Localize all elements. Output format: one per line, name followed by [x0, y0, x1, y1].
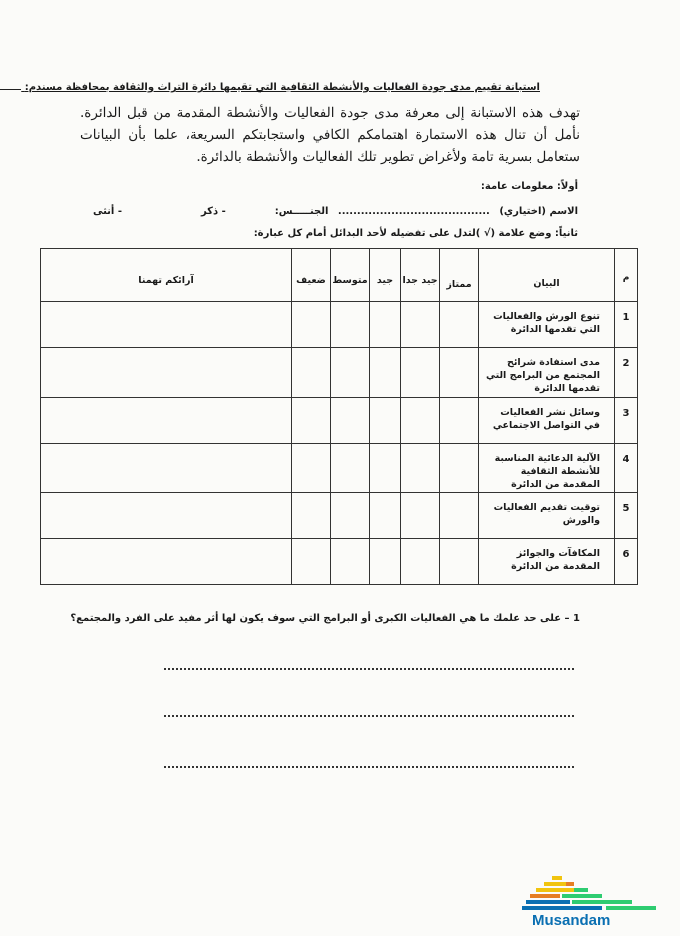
rating-cell-excellent[interactable] [440, 397, 479, 443]
form-title-text: استبانة تقييم مدى جودة الفعاليات والأنشطة الثقافية التي تقيمها دائرة التراث والثقافة بمحافظة مسندم: [24, 82, 540, 93]
table-row [41, 443, 638, 492]
rating-cell-average[interactable] [331, 538, 370, 584]
question-1: 1 – على حد علمك ما هي الفعاليات الكبرى أو البرامج التي سوف يكون لها أثر مفيد على الفرد والمجتمع؟ [70, 613, 580, 624]
rating-cell-average[interactable] [331, 348, 370, 397]
rating-cell-excellent[interactable] [440, 302, 479, 348]
row-statement: الآلية الدعائية المناسبة للأنشطة الثقافية المقدمة من الدائرة [479, 443, 615, 492]
table-row [41, 538, 638, 584]
rating-cell-average[interactable] [331, 492, 370, 538]
logo-graphic [522, 872, 672, 912]
header-option-average: متوسط [331, 249, 370, 302]
rating-cell-very-good[interactable] [401, 397, 440, 443]
rating-cell-very-good[interactable] [401, 348, 440, 397]
rating-cell-very-good[interactable] [401, 302, 440, 348]
rating-cell-weak[interactable] [292, 443, 331, 492]
gender-label: الجنـــــس: [274, 206, 329, 217]
rating-cell-average[interactable] [331, 397, 370, 443]
rating-cell-weak[interactable] [292, 492, 331, 538]
header-statement: البيان [479, 249, 615, 302]
rating-cell-weak[interactable] [292, 302, 331, 348]
rating-cell-good[interactable] [370, 443, 401, 492]
row-statement: تنوع الورش والفعاليات التي تقدمها الدائرة [479, 302, 615, 348]
row-number: 2 [615, 348, 638, 397]
opinion-cell[interactable] [41, 538, 292, 584]
musandam-logo [522, 872, 672, 932]
header-option-excellent: ممتاز [440, 249, 479, 302]
row-number: 4 [615, 443, 638, 492]
row-number: 5 [615, 492, 638, 538]
rating-cell-weak[interactable] [292, 397, 331, 443]
rating-cell-good[interactable] [370, 348, 401, 397]
rating-cell-average[interactable] [331, 302, 370, 348]
section-general-info-heading: أولاً: معلومات عامة: [480, 181, 578, 192]
table-header-row [41, 249, 638, 302]
rating-cell-weak[interactable] [292, 348, 331, 397]
gender-female-option[interactable]: - أنثى [92, 206, 122, 217]
rating-cell-good[interactable] [370, 302, 401, 348]
answer-line-2[interactable] [164, 715, 574, 717]
opinion-cell[interactable] [41, 443, 292, 492]
rating-cell-average[interactable] [331, 443, 370, 492]
row-statement: المكافآت والجوائز المقدمة من الدائرة [479, 538, 615, 584]
rating-cell-excellent[interactable] [440, 348, 479, 397]
intro-paragraph: تهدف هذه الاستبانة إلى معرفة مدى جودة الفعاليات والأنشطة المقدمة من قبل الدائرة. نأمل أن تنال هذه الاستمارة اهتمامكم الكافي واستجابتكم السريعة، علما بأن البيانات ستعامل بسرية تامة ولأغراض تطوير تلك الفعاليات والأنشطة بالدائرة. [80, 105, 580, 165]
header-option-very-good: جيد جدا [401, 249, 440, 302]
table-row [41, 302, 638, 348]
rating-cell-good[interactable] [370, 492, 401, 538]
opinion-cell[interactable] [41, 348, 292, 397]
logo-text: Musandam [532, 912, 611, 929]
rating-cell-very-good[interactable] [401, 443, 440, 492]
title-blank-line [0, 80, 21, 90]
name-input-dots[interactable]: ........................................ [337, 206, 490, 217]
rating-cell-good[interactable] [370, 397, 401, 443]
row-statement: مدى استفادة شرائح المجتمع من البرامج التي تقدمها الدائرة [479, 348, 615, 397]
table-row [41, 348, 638, 397]
row-number: 1 [615, 302, 638, 348]
opinion-cell[interactable] [41, 302, 292, 348]
form-title [24, 80, 540, 93]
row-number: 6 [615, 538, 638, 584]
rating-cell-weak[interactable] [292, 538, 331, 584]
header-option-weak: ضعيف [292, 249, 331, 302]
opinion-cell[interactable] [41, 492, 292, 538]
rating-cell-excellent[interactable] [440, 443, 479, 492]
table-row [41, 492, 638, 538]
answer-line-1[interactable] [164, 668, 574, 670]
name-label: الاسم (اختياري) [499, 206, 578, 217]
rating-cell-good[interactable] [370, 538, 401, 584]
name-gender-row [92, 206, 578, 217]
rating-table [40, 248, 638, 585]
rating-cell-very-good[interactable] [401, 538, 440, 584]
gender-male-option[interactable]: - ذكر [200, 206, 226, 217]
rating-cell-very-good[interactable] [401, 492, 440, 538]
table-row [41, 397, 638, 443]
header-num: م [615, 249, 638, 302]
rating-cell-excellent[interactable] [440, 538, 479, 584]
row-statement: وسائل نشر الفعاليات في التواصل الاجتماعي [479, 397, 615, 443]
row-number: 3 [615, 397, 638, 443]
row-statement: توقيت تقديم الفعاليات والورش [479, 492, 615, 538]
answer-line-3[interactable] [164, 766, 574, 768]
section-rating-heading: ثانياً: وضع علامة (√ )لتدل على تفضيله لأحد البدائل أمام كل عبارة: [253, 228, 578, 239]
opinion-cell[interactable] [41, 397, 292, 443]
header-opinion: آرائكم تهمنا [41, 249, 292, 302]
header-option-good: جيد [370, 249, 401, 302]
rating-cell-excellent[interactable] [440, 492, 479, 538]
